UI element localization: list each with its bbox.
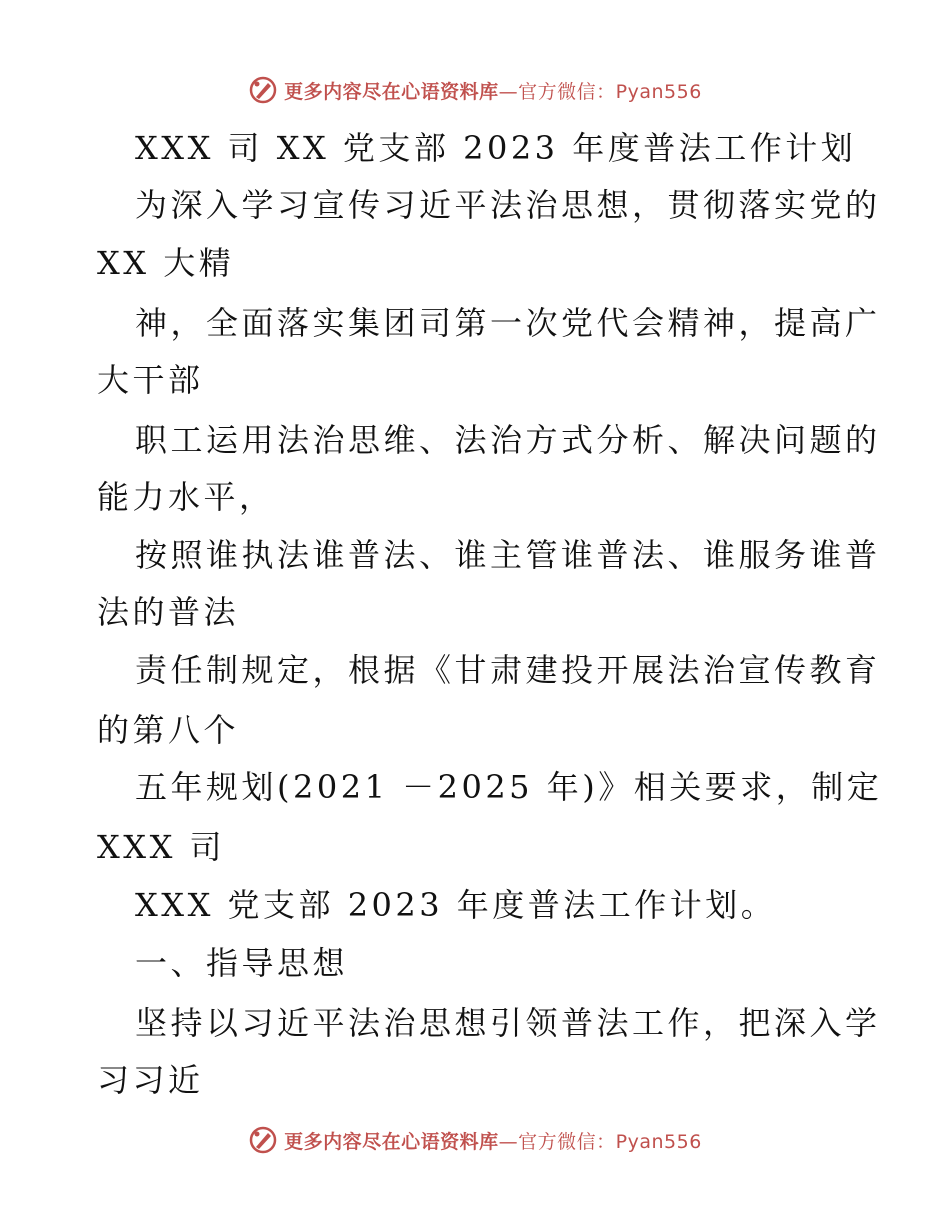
paragraph-line: 责任制规定，根据《甘肃建投开展法治宣传教育 — [135, 651, 881, 689]
paragraph-line: 按照谁执法谁普法、谁主管谁普法、谁服务谁普 — [135, 536, 881, 574]
banner-separator: — — [498, 1130, 519, 1153]
paragraph-line: XX 大精 — [97, 244, 235, 282]
banner-contact-text: 官方微信：Pyan556 — [518, 80, 702, 103]
banner-text — [284, 1127, 702, 1154]
paragraph-line: 为深入学习宣传习近平法治思想，贯彻落实党的 — [135, 186, 881, 224]
paragraph-line: 大干部 — [97, 361, 204, 399]
banner-separator: — — [498, 80, 519, 103]
paragraph-line: 五年规划(2021 －2025 年)》相关要求，制定 — [135, 768, 883, 806]
banner-main-text: 更多内容尽在心语资料库 — [284, 80, 499, 103]
paragraph-line: 法的普法 — [97, 593, 240, 631]
pen-nib-logo-icon — [248, 1125, 278, 1155]
footer-banner — [0, 1120, 950, 1160]
paragraph-line: 职工运用法治思维、法治方式分析、解决问题的 — [135, 421, 881, 459]
banner-text — [284, 77, 702, 104]
paragraph-line: XXX 司 — [97, 828, 226, 866]
paragraph-line: 坚持以习近平法治思想引领普法工作，把深入学 — [135, 1004, 881, 1042]
paragraph-line: 能力水平， — [97, 478, 275, 516]
banner-contact-text: 官方微信：Pyan556 — [518, 1130, 702, 1153]
document-title: XXX 司 XX 党支部 2023 年度普法工作计划 — [135, 129, 857, 167]
paragraph-line: 神，全面落实集团司第一次党代会精神，提高广 — [135, 304, 881, 342]
paragraph-line: XXX 党支部 2023 年度普法工作计划。 — [135, 886, 777, 924]
section-heading: 一、指导思想 — [135, 944, 349, 982]
banner-main-text: 更多内容尽在心语资料库 — [284, 1130, 499, 1153]
paragraph-line: 习习近 — [97, 1061, 204, 1099]
pen-nib-logo-icon — [248, 75, 278, 105]
paragraph-line: 的第八个 — [97, 711, 240, 749]
header-banner — [0, 70, 950, 110]
